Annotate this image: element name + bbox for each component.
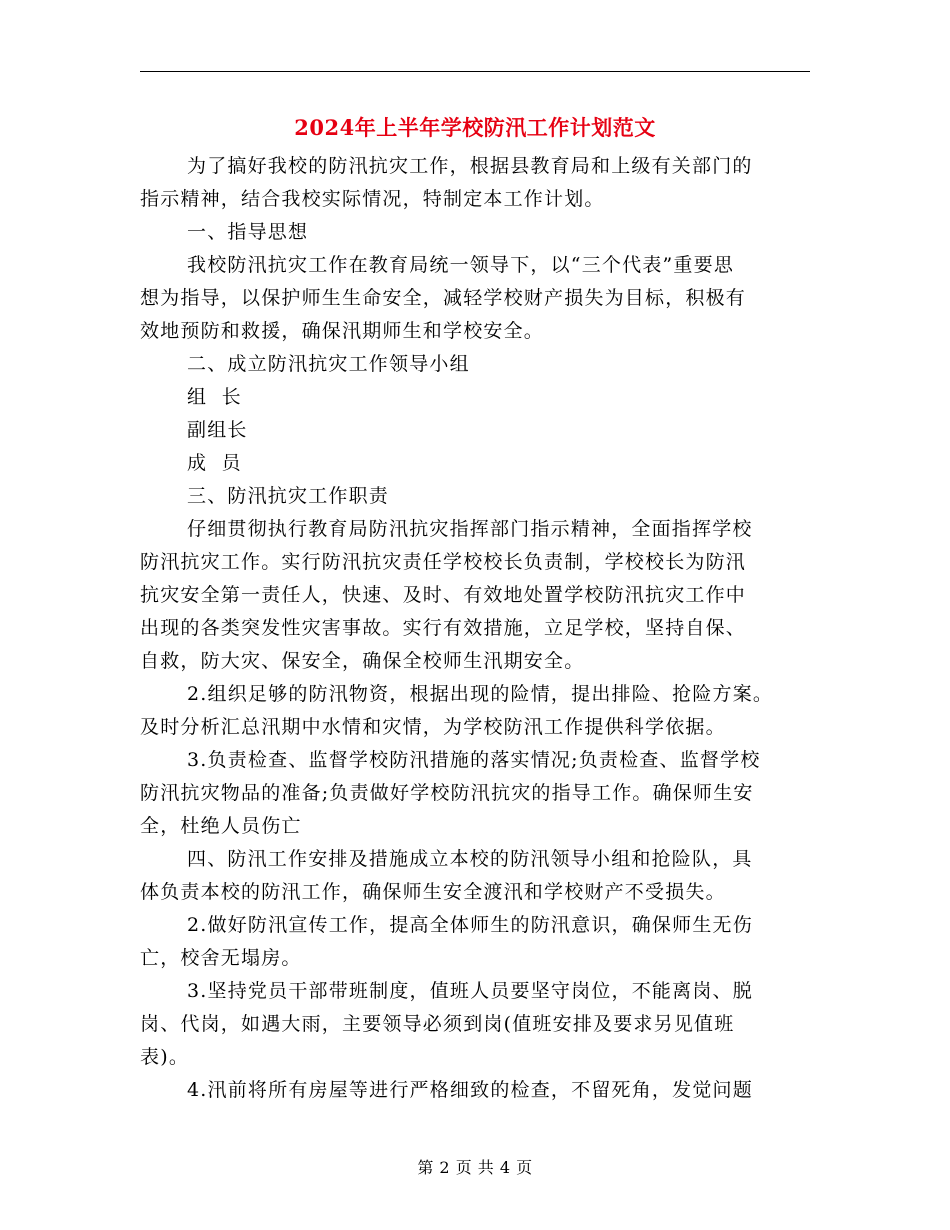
body-line: 及时分析汇总汛期中水情和灾情，为学校防汛工作提供科学依据。 — [140, 716, 726, 738]
body-line: 成 员 — [187, 452, 242, 474]
body-line: 表)。 — [140, 1046, 190, 1068]
body-line: 组 长 — [187, 386, 242, 408]
body-line: 2.组织足够的防汛物资，根据出现的险情，提出排险、抢险方案。 — [187, 683, 774, 705]
page-footer: 第 2 页 共 4 页 — [417, 1158, 533, 1177]
body-line: 自救，防大灾、保安全，确保全校师生汛期安全。 — [140, 650, 585, 672]
body-line: 体负责本校的防汛工作，确保师生安全渡汛和学校财产不受损失。 — [140, 881, 726, 903]
section-heading: 二、成立防汛抗灾工作领导小组 — [187, 353, 470, 375]
header-rule — [140, 71, 810, 72]
body-line: 为了搞好我校的防汛抗灾工作，根据县教育局和上级有关部门的 — [187, 155, 753, 177]
body-line: 3.负责检查、监督学校防汛措施的落实情况;负责检查、监督学校 — [187, 749, 761, 771]
body-line: 想为指导，以保护师生生命安全，减轻学校财产损失为目标，积极有 — [140, 287, 747, 309]
document-title: 2024年上半年学校防汛工作计划范文 — [294, 115, 656, 140]
body-line: 副组长 — [187, 419, 248, 441]
body-line: 我校防汛抗灾工作在教育局统一领导下，以“三个代表”重要思 — [187, 254, 735, 276]
body-line: 防汛抗灾工作。实行防汛抗灾责任学校校长负责制，学校校长为防汛 — [140, 551, 747, 573]
body-line: 防汛抗灾物品的准备;负责做好学校防汛抗灾的指导工作。确保师生安 — [140, 782, 754, 804]
section-heading: 四、防汛工作安排及措施成立本校的防汛领导小组和抢险队，具 — [187, 848, 753, 870]
body-line: 2.做好防汛宣传工作，提高全体师生的防汛意识，确保师生无伤 — [187, 914, 753, 936]
body-line: 指示精神，结合我校实际情况，特制定本工作计划。 — [140, 188, 605, 210]
section-heading: 一、指导思想 — [187, 221, 309, 243]
body-line: 效地预防和救援，确保汛期师生和学校安全。 — [140, 320, 545, 342]
body-line: 出现的各类突发性灾害事故。实行有效措施，立足学校，坚持自保、 — [140, 617, 747, 639]
body-line: 岗、代岗，如遇大雨，主要领导必须到岗(值班安排及要求另见值班 — [140, 1013, 735, 1035]
body-line: 3.坚持党员干部带班制度，值班人员要坚守岗位，不能离岗、脱 — [187, 980, 753, 1002]
body-line: 4.汛前将所有房屋等进行严格细致的检查，不留死角，发觉问题 — [187, 1079, 753, 1101]
body-line: 抗灾安全第一责任人，快速、及时、有效地处置学校防汛抗灾工作中 — [140, 584, 747, 606]
body-line: 亡，校舍无塌房。 — [140, 947, 302, 969]
section-heading: 三、防汛抗灾工作职责 — [187, 485, 390, 507]
body-line: 全，杜绝人员伤亡 — [140, 815, 302, 837]
body-line: 仔细贯彻执行教育局防汛抗灾指挥部门指示精神，全面指挥学校 — [187, 518, 753, 540]
